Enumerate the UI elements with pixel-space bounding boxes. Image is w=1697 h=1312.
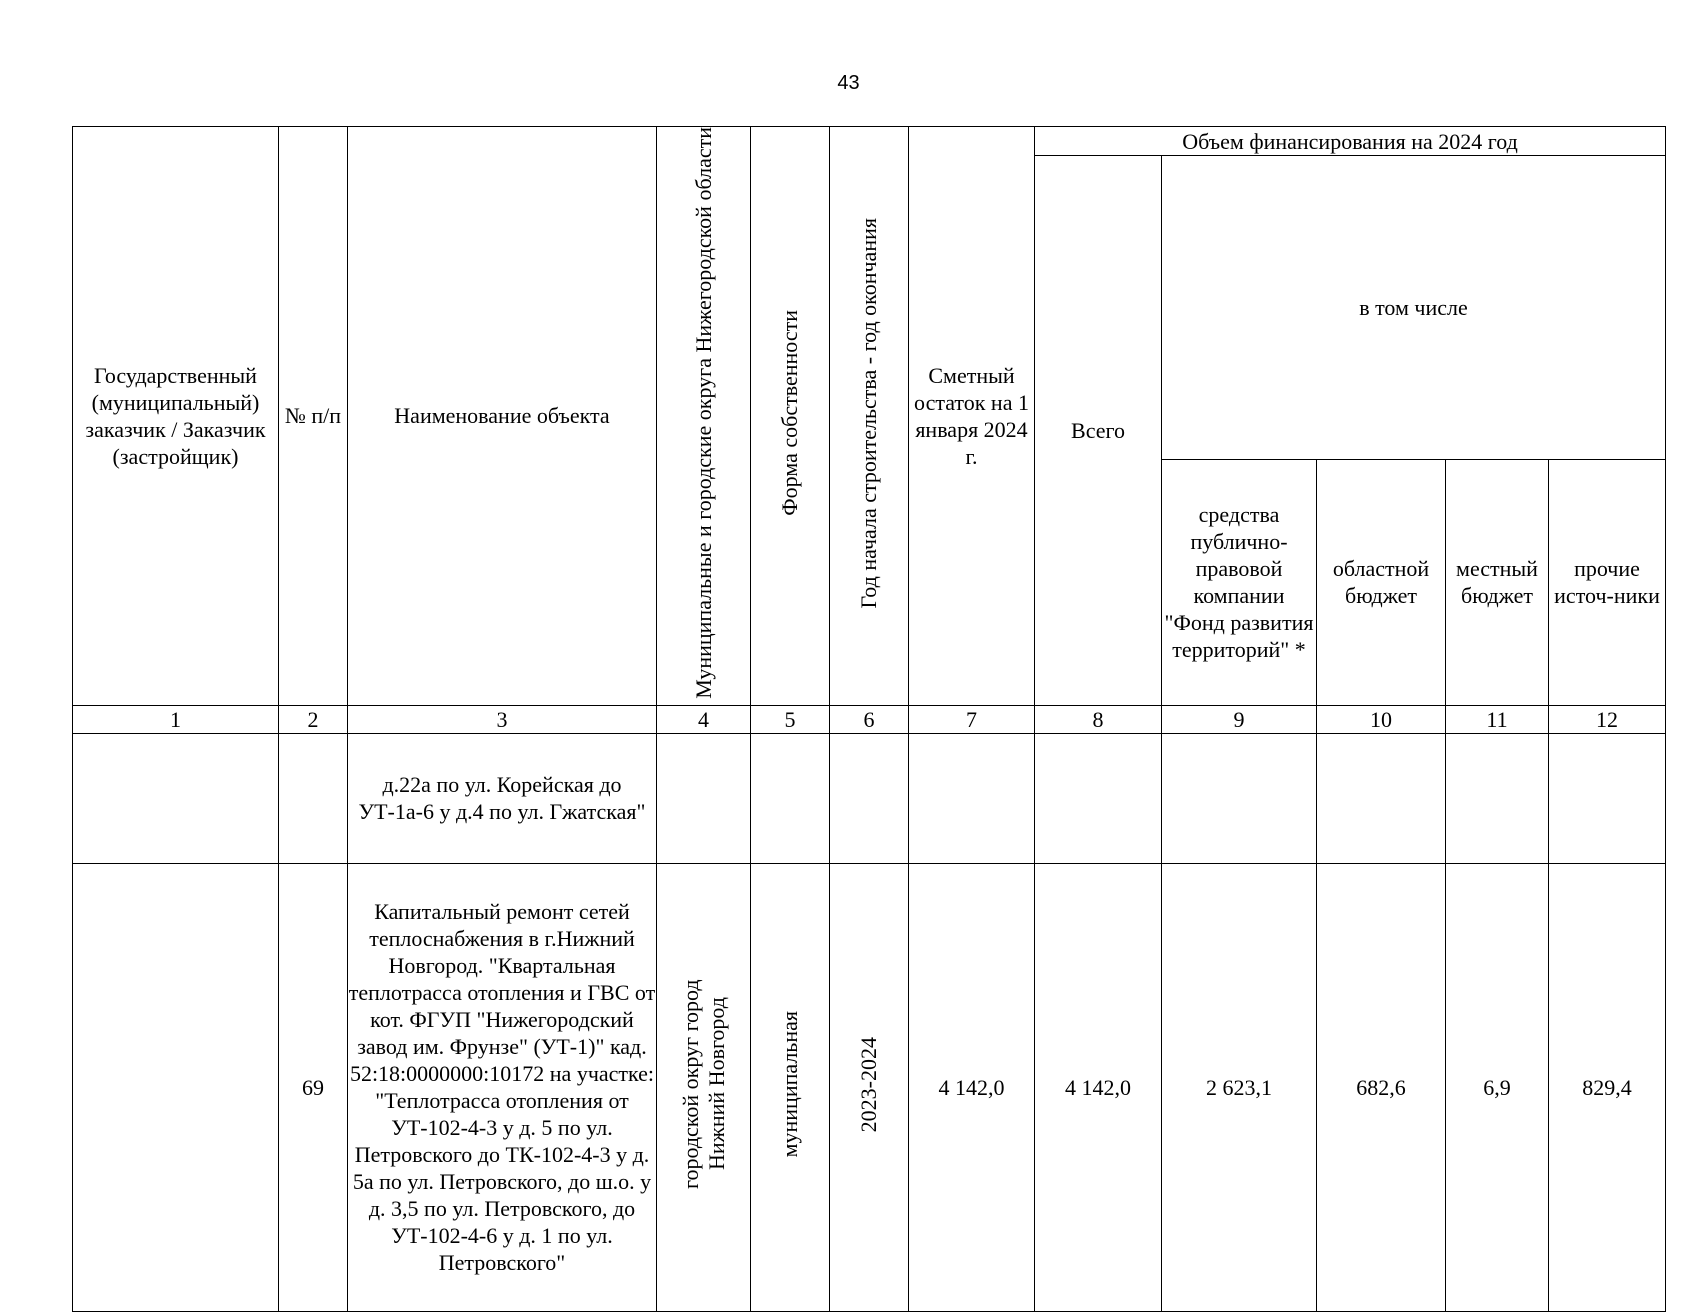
cell-customer xyxy=(73,733,279,863)
cell-object-name: Капитальный ремонт сетей теплоснабжения в г.Нижний Новгород. "Квартальная теплотрасса отопления и ГВС от кот. ФГУП "Нижегородский завод им. Фрунзе" (УТ-1)" кад. 52:18:0000000:10172 на участке: "Теплотрасса отопления от УТ-102-4-3 у д. 5 по ул. Петровского до ТК-102-4-3 у д. 5а по ул. Петровского, до ш.о. у д. 3,5 по ул. Петровского, до УТ-102-4-6 у д. 1 по ул. Петровского" xyxy=(348,863,657,1311)
header-ownership-text: Форма собственности xyxy=(777,309,802,516)
header-ownership xyxy=(751,127,830,706)
header-local: местный бюджет xyxy=(1446,459,1549,705)
header-municipality-text: Муниципальные и городские округа Нижегородской области xyxy=(690,127,716,699)
cell-total xyxy=(1035,733,1162,863)
header-object-name: Наименование объекта xyxy=(348,127,657,706)
cell-fund: 2 623,1 xyxy=(1162,863,1317,1311)
cell-regional xyxy=(1317,733,1446,863)
column-number: 12 xyxy=(1549,705,1666,733)
column-number: 2 xyxy=(279,705,348,733)
header-num: № п/п xyxy=(279,127,348,706)
cell-other xyxy=(1549,733,1666,863)
cell-ownership xyxy=(751,733,830,863)
column-number: 6 xyxy=(830,705,909,733)
column-number: 9 xyxy=(1162,705,1317,733)
column-number: 1 xyxy=(73,705,279,733)
cell-remaining-cost xyxy=(909,733,1035,863)
column-number: 10 xyxy=(1317,705,1446,733)
header-municipality xyxy=(657,127,751,706)
header-customer: Государственный (муниципальный) заказчик / Заказчик (застройщик) xyxy=(73,127,279,706)
cell-years xyxy=(830,863,909,1311)
cell-customer xyxy=(73,863,279,1311)
header-other: прочие источ-ники xyxy=(1549,459,1666,705)
column-number: 5 xyxy=(751,705,830,733)
cell-municipality xyxy=(657,733,751,863)
column-number: 11 xyxy=(1446,705,1549,733)
column-numbers-row xyxy=(73,705,1666,733)
table-row xyxy=(73,863,1666,1311)
column-number: 7 xyxy=(909,705,1035,733)
table-row xyxy=(73,733,1666,863)
cell-regional: 682,6 xyxy=(1317,863,1446,1311)
column-number: 3 xyxy=(348,705,657,733)
cell-fund xyxy=(1162,733,1317,863)
cell-years xyxy=(830,733,909,863)
cell-ownership xyxy=(751,863,830,1311)
header-total: Всего xyxy=(1035,156,1162,706)
cell-ownership-text: муниципальная xyxy=(777,1010,802,1158)
column-number: 4 xyxy=(657,705,751,733)
header-financing: Объем финансирования на 2024 год xyxy=(1035,127,1666,156)
header-fund: средства публично-правовой компании "Фонд развития территорий" * xyxy=(1162,459,1317,705)
cell-object-name: д.22а по ул. Корейская до УТ-1а-6 у д.4 по ул. Гжатская" xyxy=(348,733,657,863)
column-number: 8 xyxy=(1035,705,1162,733)
cell-municipality-text: городской округ город Нижний Новгород xyxy=(677,979,729,1189)
cell-other: 829,4 xyxy=(1549,863,1666,1311)
header-remaining-cost: Сметный остаток на 1 января 2024 г. xyxy=(909,127,1035,706)
header-including: в том числе xyxy=(1162,156,1666,460)
cell-local: 6,9 xyxy=(1446,863,1549,1311)
cell-remaining-cost: 4 142,0 xyxy=(909,863,1035,1311)
header-regional: областной бюджет xyxy=(1317,459,1446,705)
page-number: 43 xyxy=(837,72,860,94)
header-years xyxy=(830,127,909,706)
cell-num xyxy=(279,733,348,863)
cell-total: 4 142,0 xyxy=(1035,863,1162,1311)
cell-local xyxy=(1446,733,1549,863)
cell-num: 69 xyxy=(279,863,348,1311)
financing-table xyxy=(72,126,1666,1312)
cell-years-text: 2023-2024 xyxy=(856,1036,881,1132)
header-years-text: Год начала строительства - год окончания xyxy=(856,217,881,609)
cell-municipality xyxy=(657,863,751,1311)
